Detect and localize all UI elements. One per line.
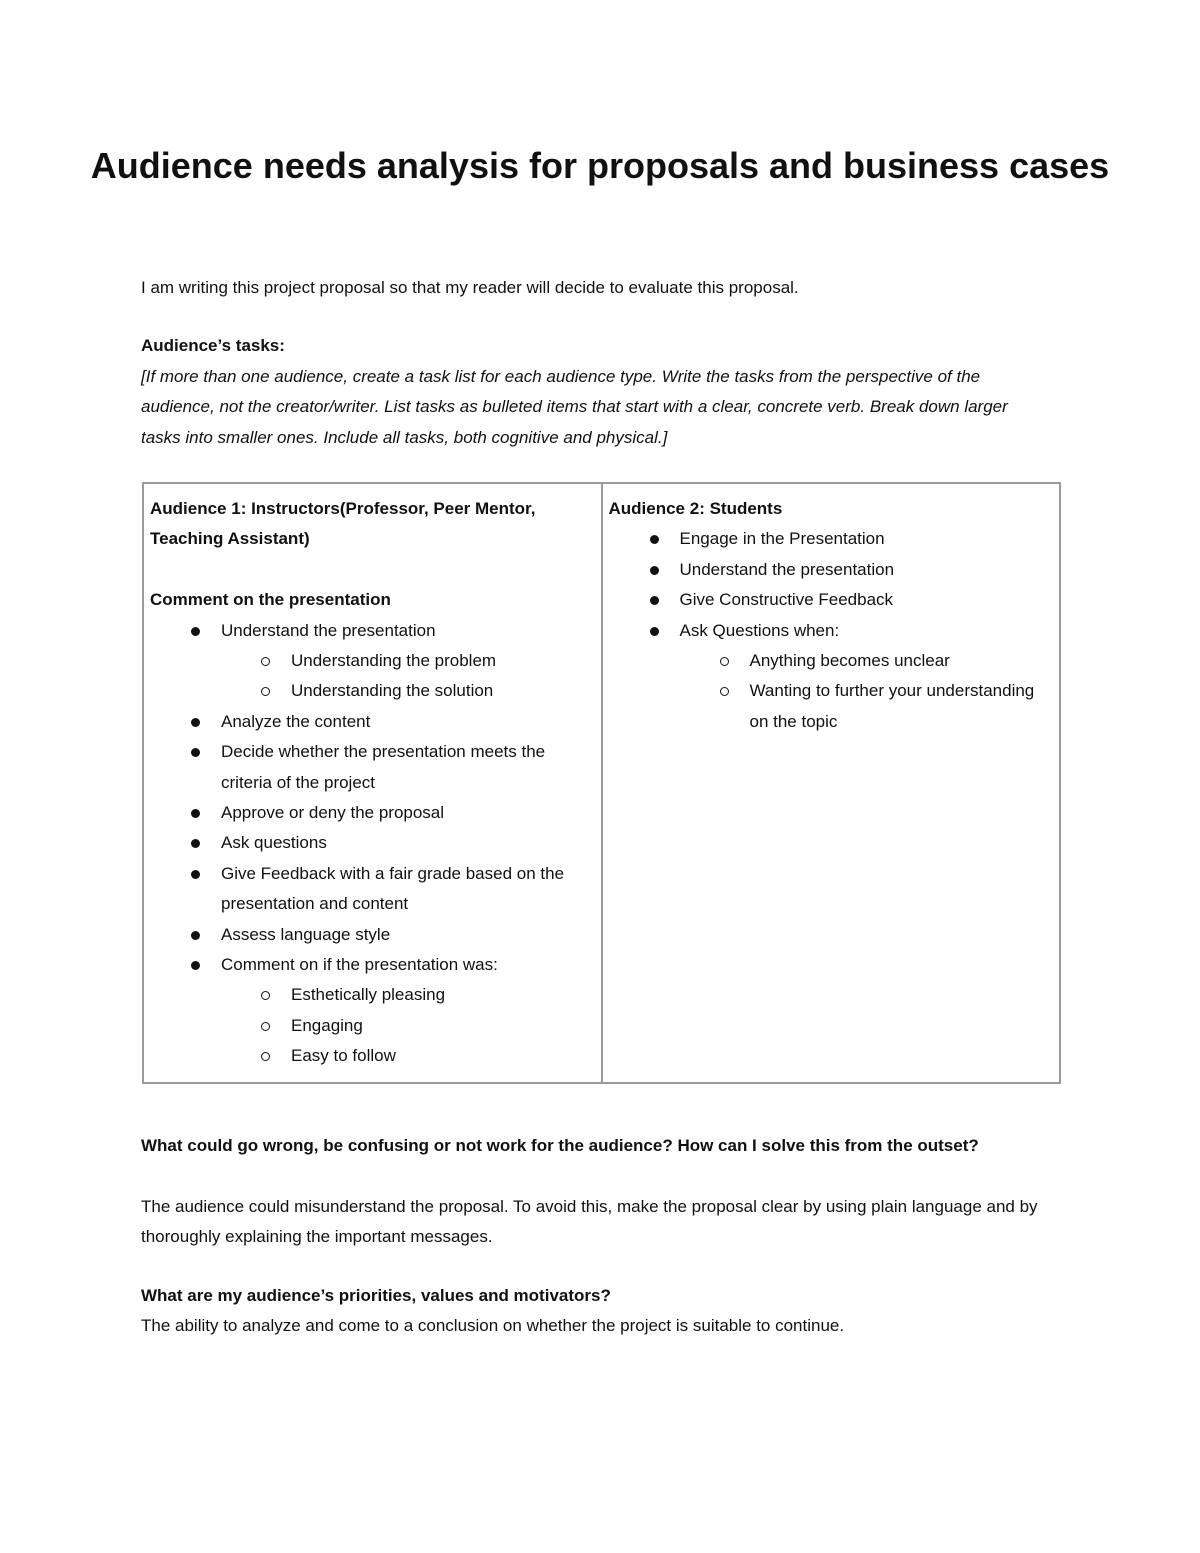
- circle-bullet-icon: [261, 1022, 270, 1031]
- list-item-text: Understand the presentation: [221, 620, 436, 640]
- list-item: [150, 646, 595, 676]
- circle-bullet-icon: [261, 657, 270, 666]
- audience1-cell: [143, 483, 602, 1083]
- list-item: [150, 980, 595, 1010]
- list-item: [150, 920, 595, 950]
- list-item: [609, 676, 1054, 737]
- circle-bullet-icon: [261, 687, 270, 696]
- list-item-text: Understanding the solution: [291, 681, 494, 701]
- bullet-icon: [650, 596, 659, 605]
- circle-bullet-icon: [261, 991, 270, 1000]
- bullet-icon: [191, 870, 200, 879]
- list-item-text: Decide whether the presentation meets the criteria of the project: [221, 742, 546, 792]
- list-item: [150, 616, 595, 646]
- list-item: [609, 585, 1054, 615]
- bullet-icon: [650, 535, 659, 544]
- question1-heading: What could go wrong, be confusing or not work for the audience? How can I solve this from the outset?: [141, 1136, 979, 1155]
- list-item-text: Understand the presentation: [679, 559, 895, 579]
- list-item-text: Ask Questions when:: [679, 620, 840, 640]
- list-item: [609, 616, 1054, 646]
- list-item: [609, 524, 1054, 554]
- audience1-list: [150, 616, 595, 1072]
- list-item-text: Understanding the problem: [291, 651, 497, 671]
- list-item-text: Esthetically pleasing: [291, 985, 446, 1005]
- circle-bullet-icon: [720, 687, 729, 696]
- audience1-subheading: Comment on the presentation: [150, 590, 391, 610]
- list-item: [150, 737, 595, 798]
- circle-bullet-icon: [261, 1052, 270, 1061]
- list-item-text: Ask questions: [221, 833, 327, 853]
- audience2-cell: [602, 483, 1061, 1083]
- bullet-icon: [191, 961, 200, 970]
- list-item-text: Anything becomes unclear: [749, 651, 950, 671]
- page-title: Audience needs analysis for proposals and business cases: [90, 145, 1110, 186]
- list-item: [609, 646, 1054, 676]
- question1-answer: The audience could misunderstand the proposal. To avoid this, make the proposal clear by using plain language and by thoroughly explaining the important messages.: [141, 1197, 1038, 1247]
- list-item: [150, 798, 595, 828]
- audience1-heading: Audience 1: Instructors(Professor, Peer Mentor, Teaching Assistant): [150, 499, 536, 549]
- bullet-icon: [191, 931, 200, 940]
- audience2-list: [609, 524, 1054, 737]
- list-item-text: Approve or deny the proposal: [221, 803, 445, 823]
- list-item-text: Engage in the Presentation: [679, 529, 885, 549]
- list-item-text: Wanting to further your understanding on the topic: [749, 681, 1035, 731]
- list-item: [150, 859, 595, 920]
- list-item-text: Comment on if the presentation was:: [221, 955, 498, 975]
- list-item-text: Easy to follow: [291, 1046, 396, 1066]
- list-item: [609, 555, 1054, 585]
- question2-heading: What are my audience’s priorities, values and motivators?: [141, 1286, 611, 1305]
- audience-table: [142, 482, 1061, 1084]
- bullet-icon: [191, 748, 200, 757]
- tasks-heading: Audience’s tasks:: [141, 336, 285, 355]
- intro-text: I am writing this project proposal so that my reader will decide to evaluate this proposal.: [141, 278, 799, 297]
- list-item: [150, 828, 595, 858]
- list-item-text: Give Feedback with a fair grade based on the presentation and content: [221, 863, 565, 914]
- list-item-text: Assess language style: [221, 924, 391, 944]
- list-item: [150, 1041, 595, 1071]
- bullet-icon: [191, 809, 200, 818]
- list-item: [150, 950, 595, 980]
- list-item-text: Analyze the content: [221, 711, 371, 731]
- tasks-instructions: [If more than one audience, create a task list for each audience type. Write the tasks from the perspective of the audience, not the creator/writer. List tasks as bulleted items that start with a clear, concrete verb. Break down larger tasks into smaller ones. Include all tasks, both cognitive and physical.]: [141, 367, 1008, 447]
- circle-bullet-icon: [720, 657, 729, 666]
- bullet-icon: [650, 627, 659, 636]
- question2-answer: The ability to analyze and come to a conclusion on whether the project is suitable to continue.: [141, 1316, 845, 1335]
- bullet-icon: [191, 718, 200, 727]
- list-item-text: Give Constructive Feedback: [679, 590, 894, 610]
- list-item-text: Engaging: [291, 1015, 363, 1035]
- audience2-heading: Audience 2: Students: [608, 499, 783, 518]
- bullet-icon: [191, 627, 200, 636]
- bullet-icon: [191, 839, 200, 848]
- list-item: [150, 676, 595, 706]
- list-item: [150, 707, 595, 737]
- bullet-icon: [650, 566, 659, 575]
- list-item: [150, 1011, 595, 1041]
